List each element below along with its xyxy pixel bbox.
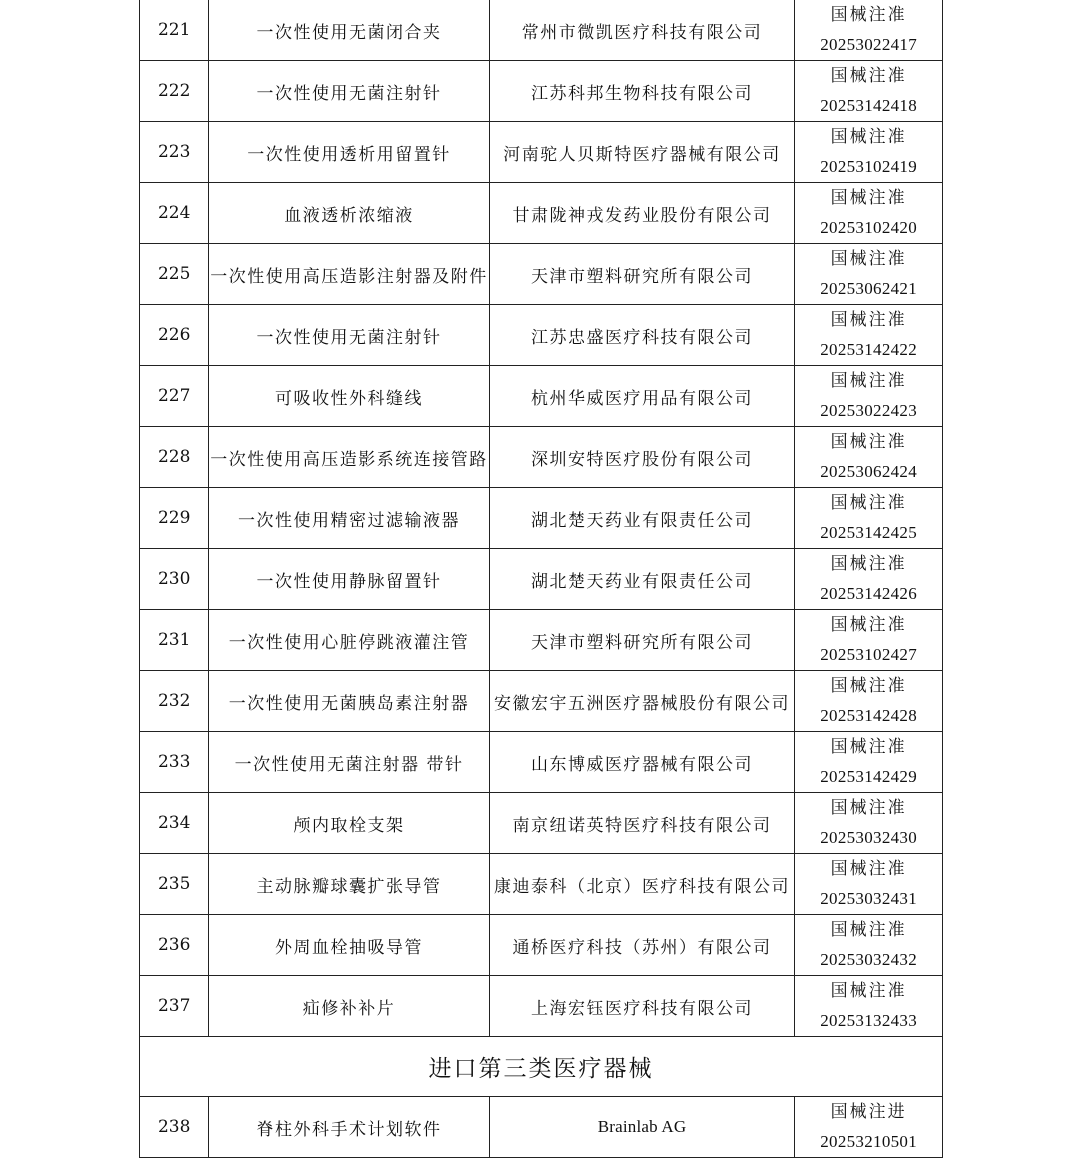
company-name: 康迪泰科（北京）医疗科技有限公司 — [493, 876, 790, 897]
row-number: 230 — [157, 569, 191, 589]
company-cell — [489, 244, 795, 305]
table-row — [140, 549, 943, 610]
registration-label: 国械注准 — [830, 249, 907, 269]
registration-code: 20253210501 — [820, 1132, 918, 1151]
company-name: 江苏忠盛医疗科技有限公司 — [530, 327, 753, 348]
table-row — [140, 61, 943, 122]
table-row — [140, 244, 943, 305]
product-name: 主动脉瓣球囊扩张导管 — [256, 876, 442, 897]
product-name-cell — [209, 915, 489, 976]
row-number: 231 — [157, 630, 191, 650]
product-name: 脊柱外科手术计划软件 — [256, 1119, 442, 1140]
product-name-cell — [209, 244, 489, 305]
product-name: 一次性使用静脉留置针 — [256, 571, 442, 592]
registration-cell — [795, 732, 943, 793]
table-row — [140, 427, 943, 488]
registration-cell — [795, 915, 943, 976]
table-row — [140, 915, 943, 976]
product-name-cell — [209, 427, 489, 488]
registration-label: 国械注准 — [830, 493, 907, 513]
company-name: 湖北楚天药业有限责任公司 — [530, 571, 753, 592]
registration-code: 20253062421 — [820, 279, 918, 298]
registration-cell — [795, 366, 943, 427]
product-name: 一次性使用心脏停跳液灌注管 — [228, 632, 470, 653]
row-number-cell — [140, 488, 209, 549]
company-cell — [489, 732, 795, 793]
company-name: 安徽宏宇五洲医疗器械股份有限公司 — [493, 693, 790, 714]
registration-code: 20253142428 — [820, 706, 918, 725]
product-name-cell — [209, 305, 489, 366]
table-row — [140, 366, 943, 427]
product-name-cell — [209, 610, 489, 671]
registration-label: 国械注准 — [830, 127, 907, 147]
registration-code: 20253062424 — [820, 462, 918, 481]
product-name-cell — [209, 61, 489, 122]
product-name: 颅内取栓支架 — [293, 815, 405, 836]
table-row — [140, 732, 943, 793]
product-name: 一次性使用无菌注射针 — [256, 83, 442, 104]
registration-cell — [795, 549, 943, 610]
registration-label: 国械注准 — [830, 66, 907, 86]
product-name-cell — [209, 0, 489, 61]
company-cell — [489, 61, 795, 122]
row-number: 229 — [157, 508, 191, 528]
company-cell — [489, 549, 795, 610]
domestic-rows — [140, 0, 943, 1037]
registration-code: 20253022423 — [820, 401, 918, 420]
company-cell — [489, 366, 795, 427]
row-number: 226 — [157, 325, 191, 345]
registration-cell — [795, 427, 943, 488]
row-number-cell — [140, 854, 209, 915]
company-name: 天津市塑料研究所有限公司 — [530, 632, 753, 653]
product-name-cell — [209, 488, 489, 549]
registration-label: 国械注准 — [830, 737, 907, 757]
company-name: 深圳安特医疗股份有限公司 — [530, 449, 753, 470]
row-number-cell — [140, 305, 209, 366]
row-number: 232 — [157, 691, 191, 711]
company-name: 甘肃陇神戎发药业股份有限公司 — [512, 205, 772, 226]
registration-cell — [795, 183, 943, 244]
registration-cell — [795, 793, 943, 854]
product-name: 一次性使用透析用留置针 — [247, 144, 451, 165]
registration-code: 20253032431 — [820, 889, 918, 908]
registration-cell — [795, 976, 943, 1037]
registration-code: 20253032430 — [820, 828, 918, 847]
row-number: 223 — [157, 142, 191, 162]
table-row — [140, 610, 943, 671]
registration-code: 20253102427 — [820, 645, 918, 664]
row-number: 234 — [157, 813, 191, 833]
row-number-cell — [140, 610, 209, 671]
section-title: 进口第三类医疗器械 — [428, 1056, 654, 1082]
product-name: 一次性使用高压造影注射器及附件 — [210, 266, 488, 287]
product-name-cell — [209, 793, 489, 854]
registration-code: 20253142422 — [820, 340, 918, 359]
section-header-cell — [140, 1037, 943, 1097]
registration-code: 20253142429 — [820, 767, 918, 786]
product-name-cell — [209, 732, 489, 793]
device-registration-table — [139, 0, 943, 1158]
company-name: 通桥医疗科技（苏州）有限公司 — [512, 937, 772, 958]
product-name: 一次性使用高压造影系统连接管路 — [210, 449, 488, 470]
registration-cell — [795, 610, 943, 671]
table-row — [140, 305, 943, 366]
registration-cell — [795, 305, 943, 366]
registration-label: 国械注准 — [830, 920, 907, 940]
row-number-cell — [140, 183, 209, 244]
product-name: 一次性使用无菌闭合夹 — [256, 22, 442, 43]
company-name: Brainlab AG — [597, 1117, 687, 1136]
company-cell — [489, 122, 795, 183]
company-cell — [489, 915, 795, 976]
registration-code: 20253142425 — [820, 523, 918, 542]
import-rows — [140, 1097, 943, 1158]
company-cell — [489, 671, 795, 732]
row-number: 221 — [157, 20, 191, 40]
registration-label: 国械注准 — [830, 798, 907, 818]
product-name: 血液透析浓缩液 — [284, 205, 414, 226]
import-section — [140, 1037, 943, 1097]
company-name: 山东博威医疗器械有限公司 — [530, 754, 753, 775]
row-number-cell — [140, 976, 209, 1037]
registration-code: 20253102420 — [820, 218, 918, 237]
row-number-cell — [140, 671, 209, 732]
product-name-cell — [209, 549, 489, 610]
row-number-cell — [140, 915, 209, 976]
company-name: 湖北楚天药业有限责任公司 — [530, 510, 753, 531]
registration-code: 20253142418 — [820, 96, 918, 115]
company-name: 河南驼人贝斯特医疗器械有限公司 — [503, 144, 781, 165]
row-number: 233 — [157, 752, 191, 772]
company-name: 江苏科邦生物科技有限公司 — [530, 83, 753, 104]
company-cell — [489, 610, 795, 671]
registration-label: 国械注准 — [830, 615, 907, 635]
company-cell — [489, 976, 795, 1037]
company-cell — [489, 488, 795, 549]
table-row — [140, 122, 943, 183]
company-cell — [489, 793, 795, 854]
registration-label: 国械注准 — [830, 981, 907, 1001]
table-row — [140, 854, 943, 915]
product-name: 可吸收性外科缝线 — [275, 388, 424, 409]
product-name-cell — [209, 671, 489, 732]
registration-cell — [795, 61, 943, 122]
row-number-cell — [140, 732, 209, 793]
row-number: 236 — [157, 935, 191, 955]
registration-label: 国械注进 — [830, 1102, 907, 1122]
registration-label: 国械注准 — [830, 188, 907, 208]
registration-cell — [795, 488, 943, 549]
registration-label: 国械注准 — [830, 676, 907, 696]
registration-code: 20253032432 — [820, 950, 918, 969]
row-number-cell — [140, 122, 209, 183]
company-name: 天津市塑料研究所有限公司 — [530, 266, 753, 287]
registration-cell — [795, 1097, 943, 1158]
company-cell — [489, 0, 795, 61]
registration-cell — [795, 854, 943, 915]
registration-code: 20253132433 — [820, 1011, 918, 1030]
company-cell — [489, 427, 795, 488]
table-row — [140, 488, 943, 549]
table-row — [140, 976, 943, 1037]
product-name: 一次性使用精密过滤输液器 — [238, 510, 461, 531]
product-name: 外周血栓抽吸导管 — [275, 937, 424, 958]
row-number: 238 — [157, 1117, 191, 1137]
row-number-cell — [140, 366, 209, 427]
row-number: 228 — [157, 447, 191, 467]
company-cell — [489, 183, 795, 244]
product-name: 一次性使用无菌注射针 — [256, 327, 442, 348]
registration-code: 20253142426 — [820, 584, 918, 603]
row-number: 222 — [157, 81, 191, 101]
row-number: 225 — [157, 264, 191, 284]
product-name: 疝修补补片 — [302, 998, 396, 1019]
company-name: 南京纽诺英特医疗科技有限公司 — [512, 815, 772, 836]
row-number: 227 — [157, 386, 191, 406]
company-name: 常州市微凯医疗科技有限公司 — [521, 22, 763, 43]
registration-label: 国械注准 — [830, 5, 907, 25]
section-header-row — [140, 1037, 943, 1097]
row-number: 237 — [157, 996, 191, 1016]
row-number-cell — [140, 427, 209, 488]
product-name-cell — [209, 122, 489, 183]
registration-label: 国械注准 — [830, 859, 907, 879]
product-name: 一次性使用无菌胰岛素注射器 — [228, 693, 470, 714]
row-number-cell — [140, 61, 209, 122]
product-name-cell — [209, 976, 489, 1037]
company-name: 上海宏钰医疗科技有限公司 — [530, 998, 753, 1019]
registration-code: 20253102419 — [820, 157, 918, 176]
registration-label: 国械注准 — [830, 554, 907, 574]
registration-label: 国械注准 — [830, 432, 907, 452]
registration-cell — [795, 244, 943, 305]
table-row — [140, 0, 943, 61]
row-number-cell — [140, 793, 209, 854]
product-name-cell — [209, 854, 489, 915]
registration-label: 国械注准 — [830, 310, 907, 330]
company-name: 杭州华威医疗用品有限公司 — [530, 388, 753, 409]
table-row — [140, 183, 943, 244]
table-row — [140, 671, 943, 732]
table-row — [140, 793, 943, 854]
company-cell — [489, 305, 795, 366]
row-number-cell — [140, 549, 209, 610]
company-cell — [489, 854, 795, 915]
row-number-cell — [140, 244, 209, 305]
table-row — [140, 1097, 943, 1158]
registration-label: 国械注准 — [830, 371, 907, 391]
product-name: 一次性使用无菌注射器 带针 — [234, 754, 464, 775]
registration-code: 20253022417 — [820, 35, 918, 54]
row-number-cell — [140, 0, 209, 61]
row-number-cell — [140, 1097, 209, 1158]
company-cell — [489, 1097, 795, 1158]
row-number: 235 — [157, 874, 191, 894]
registration-cell — [795, 0, 943, 61]
registration-cell — [795, 671, 943, 732]
row-number: 224 — [157, 203, 191, 223]
product-name-cell — [209, 183, 489, 244]
product-name-cell — [209, 1097, 489, 1158]
product-name-cell — [209, 366, 489, 427]
registration-cell — [795, 122, 943, 183]
